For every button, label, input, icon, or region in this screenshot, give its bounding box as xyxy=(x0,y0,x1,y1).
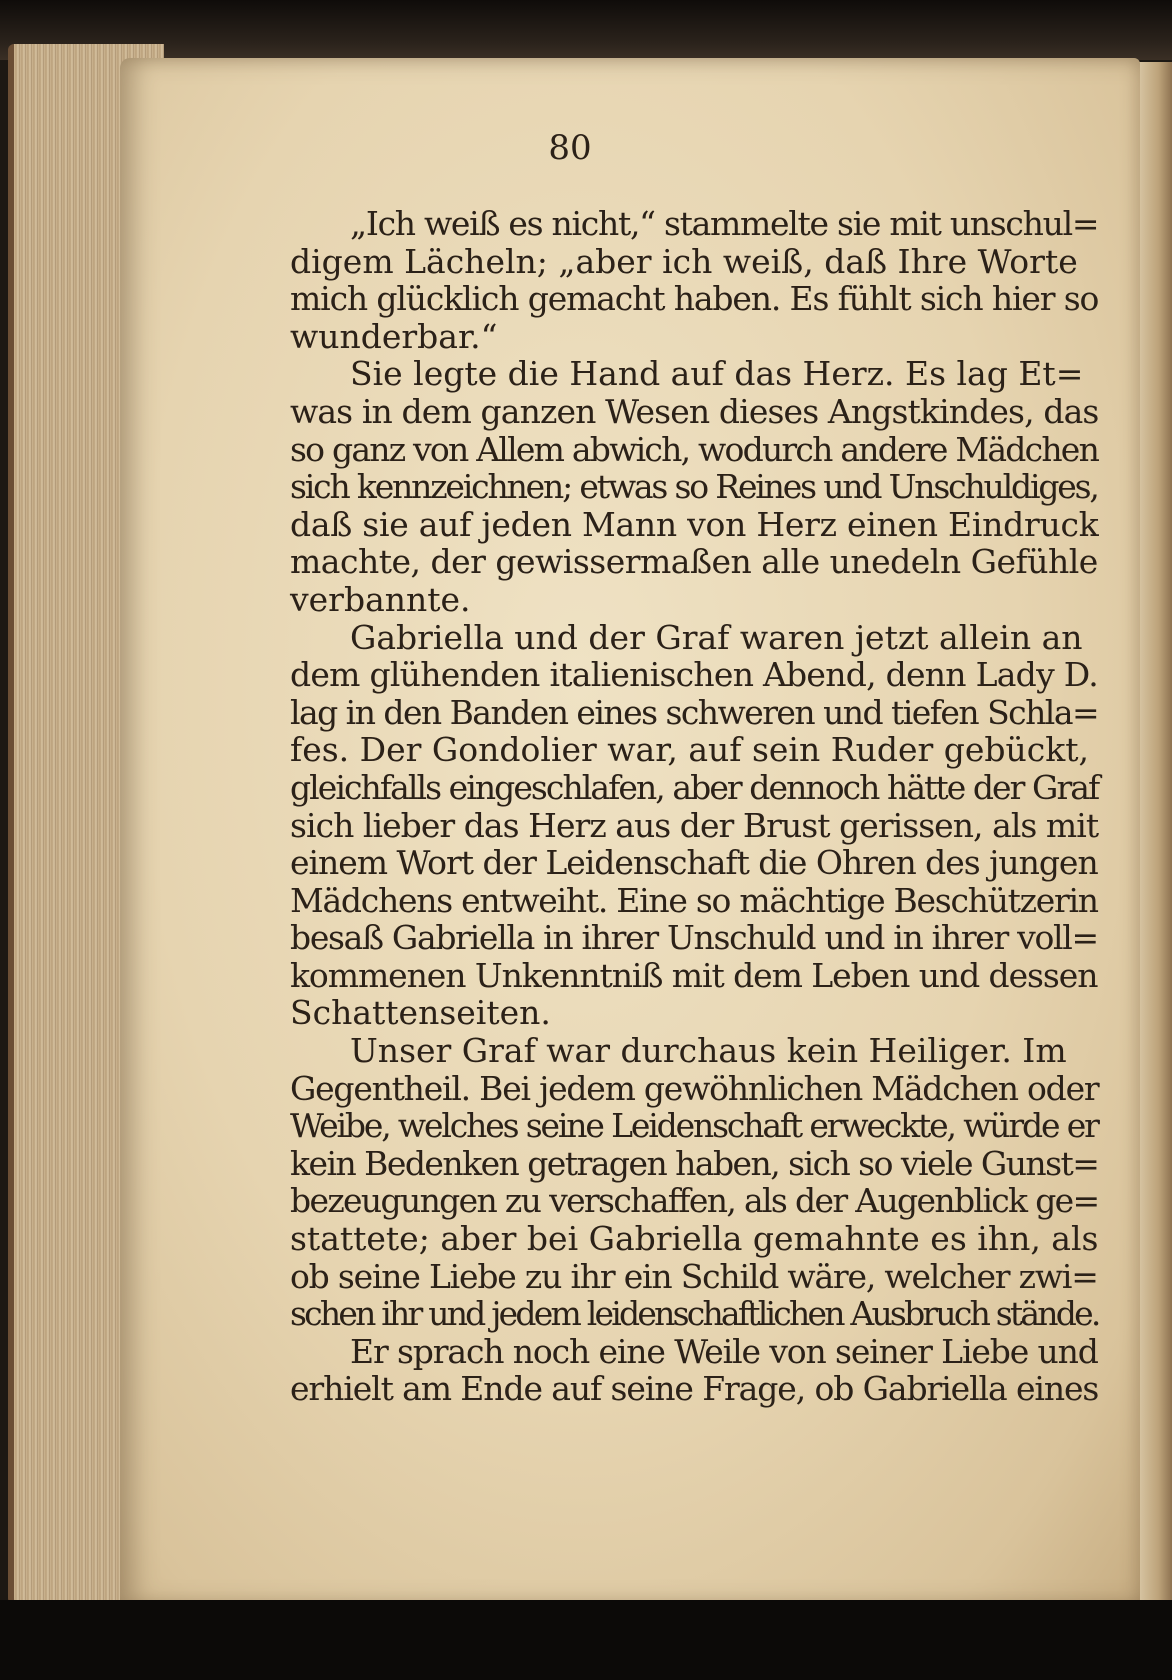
text-line: „Ich weiß es nicht,“ stammelte sie mit unschul= xyxy=(350,204,1099,243)
text-line: Gegentheil. Bei jedem gewöhnlichen Mädchen oder xyxy=(290,1068,1099,1108)
next-page-edge xyxy=(1138,62,1172,1606)
text-line: besaß Gabriella in ihrer Unschuld und in ihrer voll= xyxy=(290,918,1098,958)
text-line: Unser Graf war durchaus kein Heiliger. Im xyxy=(350,1031,1067,1071)
text-line: Er sprach noch eine Weile von seiner Liebe und xyxy=(350,1331,1098,1371)
text-line: Mädchens entweiht. Eine so mächtige Beschützerin xyxy=(290,880,1098,920)
text-line: sich lieber das Herz aus der Brust gerissen, als mit xyxy=(290,805,1099,845)
text-line: Weibe, welches seine Leidenschaft erweckte, würde er xyxy=(290,1106,1098,1146)
book-cover-bottom xyxy=(0,1600,1172,1680)
book-cover-top xyxy=(0,0,1172,60)
page-text xyxy=(290,205,1098,1408)
text-line: Sie legte die Hand auf das Herz. Es lag Et= xyxy=(350,354,1084,394)
text-line: wunderbar.“ xyxy=(290,316,498,356)
text-line: was in dem ganzen Wesen dieses Angstkindes, das xyxy=(290,391,1099,431)
text-line: daß sie auf jeden Mann von Herz einen Eindruck xyxy=(290,504,1099,544)
text-line: mich glücklich gemacht haben. Es fühlt sich hier so xyxy=(290,279,1099,319)
text-line: kommenen Unkenntniß mit dem Leben und dessen xyxy=(290,955,1098,995)
text-line: kein Bedenken getragen haben, sich so viele Gunst= xyxy=(290,1143,1099,1183)
text-line: Gabriella und der Graf waren jetzt allein an xyxy=(350,617,1083,657)
text-line: dem glühenden italienischen Abend, denn Lady D. xyxy=(290,655,1099,695)
text-line: machte, der gewissermaßen alle unedeln Gefühle xyxy=(290,542,1098,582)
page-number: 80 xyxy=(548,128,592,168)
text-line: erhielt am Ende auf seine Frage, ob Gabriella eines xyxy=(290,1369,1099,1409)
text-line: digem Lächeln; „aber ich weiß, daß Ihre Worte xyxy=(290,241,1078,281)
text-line: stattete; aber bei Gabriella gemahnte es ihn, als xyxy=(290,1219,1099,1259)
text-line: einem Wort der Leidenschaft die Ohren des jungen xyxy=(290,843,1098,883)
text-line: schen ihr und jedem leidenschaftlichen Ausbruch stände. xyxy=(290,1294,1099,1334)
text-line: gleichfalls eingeschlafen, aber dennoch hätte der Graf xyxy=(290,767,1099,807)
text-line: sich kennzeichnen; etwas so Reines und Unschuldiges, xyxy=(290,467,1098,507)
text-line: so ganz von Allem abwich, wodurch andere Mädchen xyxy=(290,429,1099,469)
text-line: fes. Der Gondolier war, auf sein Ruder gebückt, xyxy=(290,730,1090,770)
text-line: bezeugungen zu verschaffen, als der Augenblick ge= xyxy=(290,1181,1099,1221)
text-line: lag in den Banden eines schweren und tiefen Schla= xyxy=(290,692,1099,732)
text-line: verbannte. xyxy=(290,579,471,619)
text-line: Schattenseiten. xyxy=(290,993,551,1033)
text-line: ob seine Liebe zu ihr ein Schild wäre, welcher zwi= xyxy=(290,1256,1098,1296)
